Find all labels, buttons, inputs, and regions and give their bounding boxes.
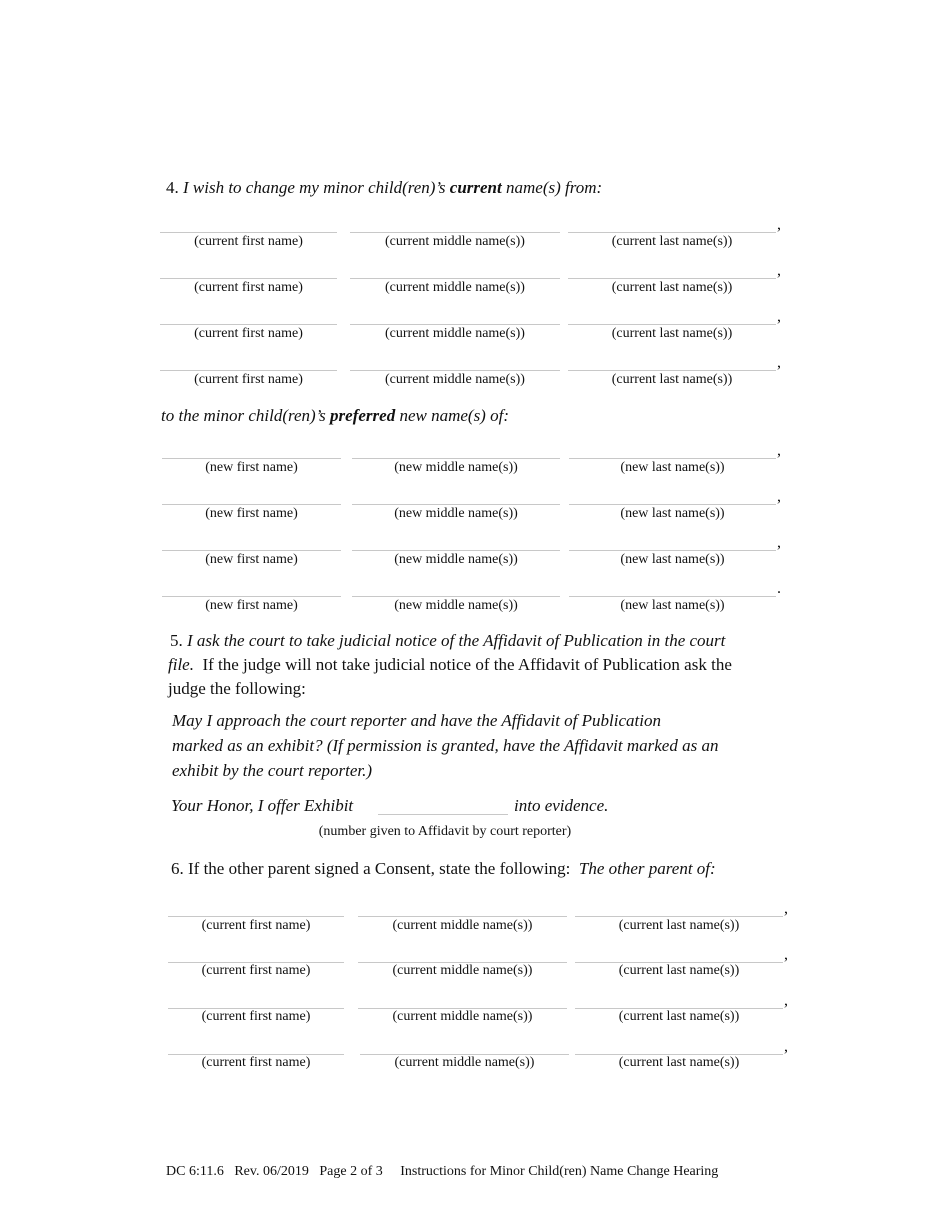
current-first-name-field[interactable]	[160, 370, 337, 371]
current-first-name-field[interactable]	[160, 232, 337, 233]
new-last-name-field[interactable]	[569, 458, 776, 459]
caption-first: (new first name)	[205, 552, 298, 567]
form-revision: Rev. 06/2019	[234, 1164, 309, 1179]
row-punctuation: ,	[784, 992, 788, 1009]
new-middle-name-field[interactable]	[352, 550, 560, 551]
section-5-line-2	[168, 653, 732, 677]
row-punctuation: ,	[784, 900, 788, 917]
current-middle-name-field[interactable]	[350, 370, 560, 371]
new-first-name-field[interactable]	[162, 458, 341, 459]
caption-first: (current first name)	[194, 234, 303, 249]
row-punctuation: ,	[777, 216, 781, 233]
new-last-name-field[interactable]	[569, 504, 776, 505]
caption-first: (new first name)	[205, 460, 298, 475]
caption-middle: (current middle name(s))	[392, 1009, 533, 1024]
caption-middle: (new middle name(s))	[394, 506, 518, 521]
new-first-name-field[interactable]	[162, 550, 341, 551]
caption-last: (current last name(s))	[611, 280, 733, 295]
row-punctuation: ,	[777, 354, 781, 371]
intro-text-end: name(s) from:	[506, 178, 603, 197]
page-footer	[166, 1164, 718, 1180]
caption-first: (current first name)	[201, 918, 311, 933]
instruction-text: If the judge will not take judicial notice of the Affidavit of Publication ask the	[202, 655, 732, 674]
caption-middle: (current middle name(s))	[392, 918, 533, 933]
new-first-name-field[interactable]	[162, 504, 341, 505]
current-middle-name-field[interactable]	[350, 324, 560, 325]
file-text: file.	[168, 655, 194, 674]
new-middle-name-field[interactable]	[352, 596, 560, 597]
current-middle-name-field[interactable]	[358, 916, 567, 917]
section-5-line-1	[170, 629, 725, 653]
page-number: Page 2 of 3	[319, 1164, 383, 1179]
section-5-line-3: judge the following:	[168, 679, 306, 698]
row-punctuation: ,	[777, 488, 781, 505]
intro-text: I wish to change my minor child(ren)’s	[183, 178, 446, 197]
caption-first: (current first name)	[194, 280, 303, 295]
row-punctuation: ,	[784, 946, 788, 963]
caption-last: (current last name(s))	[618, 1009, 740, 1024]
row-punctuation: .	[777, 580, 781, 597]
section-number: 6.	[171, 859, 184, 878]
caption-middle: (new middle name(s))	[394, 460, 518, 475]
caption-middle: (new middle name(s))	[394, 598, 518, 613]
caption-first: (current first name)	[201, 1009, 311, 1024]
current-last-name-field[interactable]	[575, 916, 783, 917]
approach-quote	[172, 709, 661, 733]
offer-exhibit-end	[514, 794, 608, 818]
judicial-notice-text: I ask the court to take judicial notice of the Affidavit of Publication in the court	[187, 631, 726, 650]
caption-middle: (current middle name(s))	[385, 234, 525, 249]
caption-middle: (current middle name(s))	[385, 280, 525, 295]
caption-first: (new first name)	[205, 598, 298, 613]
current-middle-name-field[interactable]	[350, 278, 560, 279]
current-last-name-field[interactable]	[568, 278, 776, 279]
quote-line-1: May I approach the court reporter and have the Affidavit of Publication	[172, 711, 661, 730]
caption-last: (new last name(s))	[620, 506, 725, 521]
into-evidence-text: into evidence.	[514, 796, 609, 815]
current-last-name-field[interactable]	[568, 232, 776, 233]
approach-quote-3	[172, 759, 372, 783]
caption-middle: (current middle name(s))	[392, 963, 533, 978]
caption-last: (new last name(s))	[620, 598, 725, 613]
current-last-name-field[interactable]	[568, 324, 776, 325]
current-first-name-field[interactable]	[168, 916, 344, 917]
current-first-name-field[interactable]	[160, 324, 337, 325]
section-number: 5.	[170, 631, 183, 650]
other-parent-text: The other parent of:	[578, 859, 716, 878]
caption-last: (new last name(s))	[620, 552, 725, 567]
row-punctuation: ,	[784, 1038, 788, 1055]
consent-text: If the other parent signed a Consent, state the following:	[188, 859, 571, 878]
row-punctuation: ,	[777, 308, 781, 325]
quote-line-2: marked as an exhibit? (If permission is granted, have the Affidavit marked as an	[172, 736, 719, 755]
current-last-name-field[interactable]	[568, 370, 776, 371]
caption-middle: (new middle name(s))	[394, 552, 518, 567]
new-last-name-field[interactable]	[569, 596, 776, 597]
emphasis-preferred: preferred	[330, 406, 396, 425]
caption-first: (new first name)	[205, 506, 298, 521]
caption-first: (current first name)	[194, 326, 303, 341]
row-punctuation: ,	[777, 262, 781, 279]
current-middle-name-field[interactable]	[350, 232, 560, 233]
section-6-heading	[171, 857, 716, 881]
caption-last: (current last name(s))	[618, 1055, 740, 1070]
preferred-names-heading	[161, 404, 509, 428]
caption-first: (current first name)	[194, 372, 303, 387]
exhibit-number-field[interactable]	[378, 814, 508, 815]
caption-last: (current last name(s))	[611, 326, 733, 341]
offer-exhibit-line	[171, 794, 353, 818]
form-id: DC 6:11.6	[166, 1164, 224, 1179]
caption-last: (current last name(s))	[611, 234, 733, 249]
exhibit-number-caption: (number given to Affidavit by court reporter)	[318, 824, 572, 839]
caption-first: (current first name)	[201, 963, 311, 978]
offer-text: Your Honor, I offer Exhibit	[171, 796, 354, 815]
caption-last: (current last name(s))	[611, 372, 733, 387]
caption-last: (current last name(s))	[618, 918, 740, 933]
row-punctuation: ,	[777, 534, 781, 551]
caption-last: (new last name(s))	[620, 460, 725, 475]
emphasis-current: current	[449, 178, 502, 197]
section-number: 4.	[166, 178, 179, 197]
row-punctuation: ,	[777, 442, 781, 459]
new-middle-name-field[interactable]	[352, 504, 560, 505]
approach-quote-2	[172, 734, 718, 758]
caption-last: (current last name(s))	[618, 963, 740, 978]
transition-text: to the minor child(ren)’s	[161, 406, 326, 425]
quote-line-3: exhibit by the court reporter.)	[172, 761, 373, 780]
new-first-name-field[interactable]	[162, 596, 341, 597]
current-first-name-field[interactable]	[160, 278, 337, 279]
caption-middle: (current middle name(s))	[385, 326, 525, 341]
caption-middle: (current middle name(s))	[394, 1055, 535, 1070]
section-4-heading	[166, 176, 602, 200]
caption-first: (current first name)	[201, 1055, 311, 1070]
new-middle-name-field[interactable]	[352, 458, 560, 459]
form-title: Instructions for Minor Child(ren) Name Change Hearing	[400, 1164, 719, 1179]
caption-middle: (current middle name(s))	[385, 372, 525, 387]
transition-text-end: new name(s) of:	[399, 406, 509, 425]
new-last-name-field[interactable]	[569, 550, 776, 551]
